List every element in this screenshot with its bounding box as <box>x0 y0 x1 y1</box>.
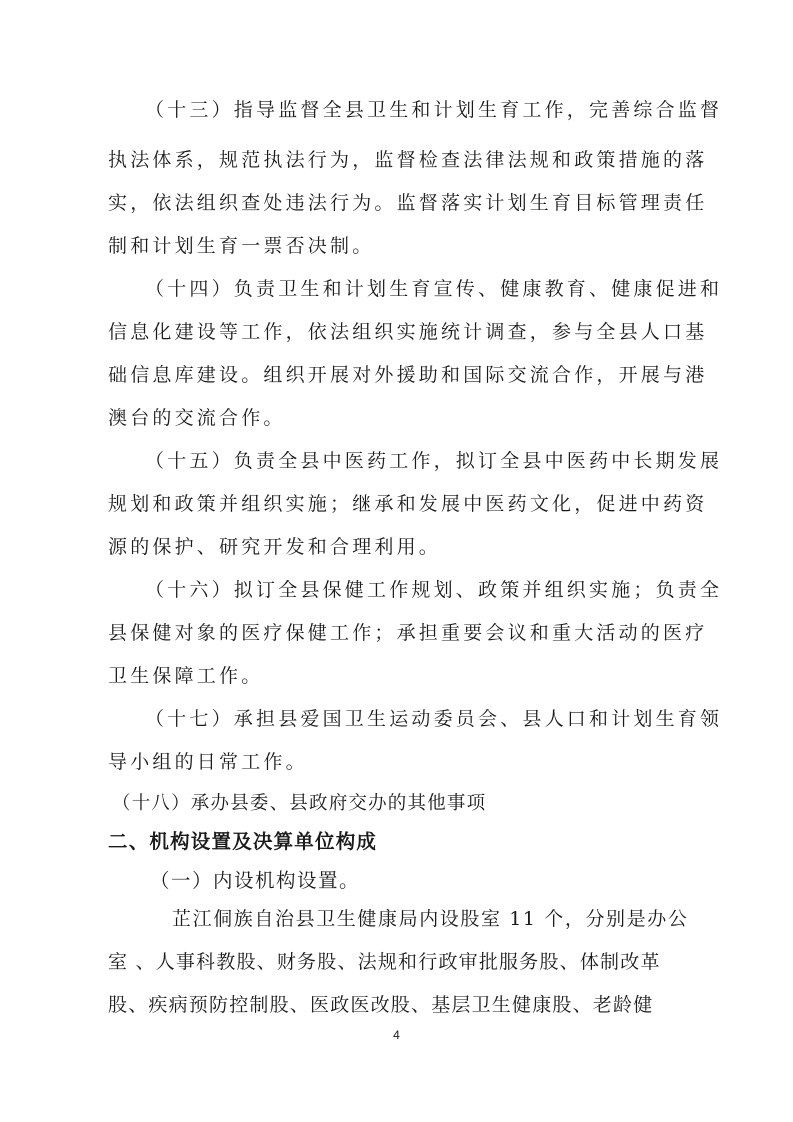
text-line: 信息化建设等工作，依法组织实施统计调查，参与全县人口基 <box>108 321 708 343</box>
text-line: 室 、人事科教股、财务股、法规和行政审批服务股、体制改革 <box>108 951 661 973</box>
text-line: （十六）拟订全县保健工作规划、政策并组织实施；负责全 <box>145 579 723 601</box>
text-line: 执法体系，规范执法行为，监督检查法律法规和政策措施的落 <box>108 149 708 171</box>
text-line: （十七）承担县爱国卫生运动委员会、县人口和计划生育领 <box>145 708 723 730</box>
text-line: 股、疾病预防控制股、医政医改股、基层卫生健康股、老龄健 <box>108 994 654 1016</box>
text-line: 卫生保障工作。 <box>108 665 264 687</box>
text-line: 导小组的日常工作。 <box>108 751 308 773</box>
subsection-heading: （一）内设机构设置。 <box>150 869 361 892</box>
text-line: 县保健对象的医疗保健工作；承担重要会议和重大活动的医疗 <box>108 622 708 644</box>
text-line: （十四）负责卫生和计划生育宣传、健康教育、健康促进和 <box>145 278 723 300</box>
paragraph-item-18: （十八）承办县委、县政府交办的其他事项 <box>112 793 487 814</box>
text-line: 芷江侗族自治县卫生健康局内设股室 11 个，分别是办公 <box>172 908 689 930</box>
text-line: 实，依法组织查处违法行为。监督落实计划生育目标管理责任 <box>108 192 708 214</box>
text-line: （十三）指导监督全县卫生和计划生育工作，完善综合监督 <box>145 99 723 121</box>
section-heading: 二、机构设置及决算单位构成 <box>108 830 378 853</box>
text-line: 础信息库建设。组织开展对外援助和国际交流合作，开展与港 <box>108 364 708 386</box>
text-line: 澳台的交流合作。 <box>108 407 286 429</box>
page-number: 4 <box>393 1028 400 1042</box>
text-line: 规划和政策并组织实施；继承和发展中医药文化，促进中药资 <box>108 493 708 515</box>
text-line: 制和计划生育一票否决制。 <box>108 235 375 257</box>
text-line: （十五）负责全县中医药工作，拟订全县中医药中长期发展 <box>145 450 723 472</box>
text-line: 源的保护、研究开发和合理利用。 <box>108 536 442 558</box>
